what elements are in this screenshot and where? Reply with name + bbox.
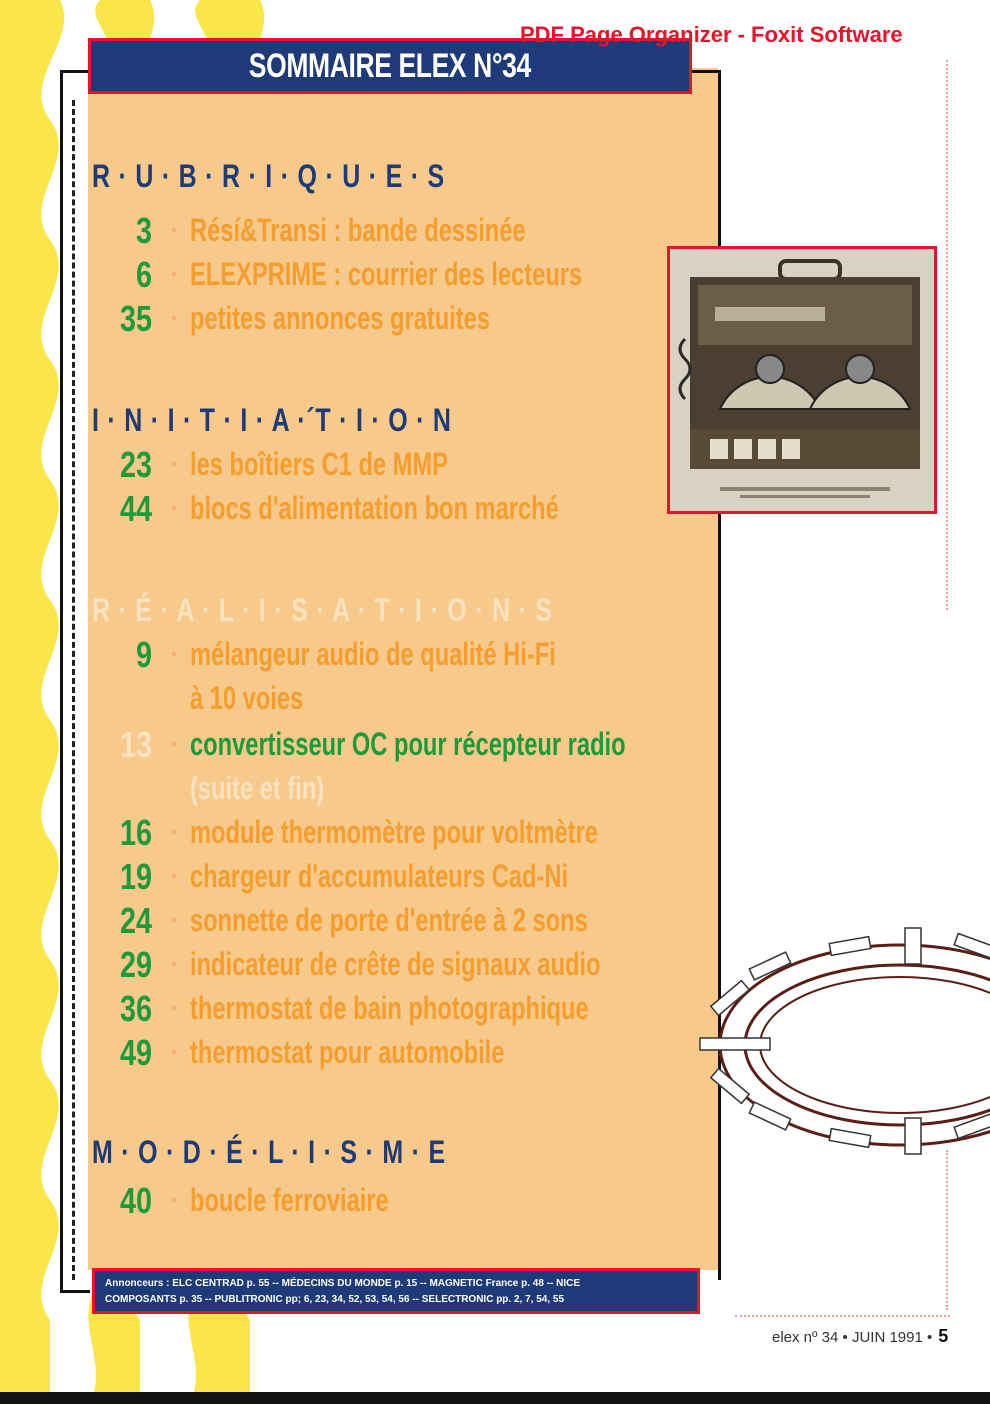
- entry-page: 19: [119, 856, 152, 897]
- entry-page: 23: [119, 444, 152, 485]
- toc-entry[interactable]: [0, 900, 720, 944]
- entry-title: mélangeur audio de qualité Hi-Fi: [190, 636, 556, 672]
- toc-entry[interactable]: [0, 488, 720, 532]
- entry-page: 16: [119, 812, 152, 853]
- entry-separator: ·: [170, 1184, 180, 1215]
- entry-title: ELEXPRIME : courrier des lecteurs: [190, 256, 583, 292]
- toc-entry[interactable]: [0, 254, 720, 298]
- entry-separator: ·: [170, 992, 180, 1023]
- entry-title: thermostat de bain photographique: [190, 990, 589, 1026]
- entry-title-continued: à 10 voies: [190, 680, 304, 716]
- toc-entry[interactable]: [0, 210, 720, 254]
- entry-separator: ·: [170, 258, 180, 289]
- entry-separator: ·: [170, 638, 180, 669]
- dotted-guide: [946, 1150, 948, 1310]
- entry-title: les boîtiers C1 de MMP: [190, 446, 448, 482]
- advertisers-line: Annonceurs : ELC CENTRAD p. 55 -- MÉDECINS DU MONDE p. 15 -- MAGNETIC France p. 48 -- NICE: [105, 1278, 581, 1289]
- toc-entry[interactable]: [0, 444, 720, 488]
- toc-entry[interactable]: [0, 812, 720, 856]
- section-rubriques: R · U · B · R · I · Q · U · E · S: [92, 158, 445, 194]
- entry-page: 9: [135, 634, 152, 675]
- entry-page: 3: [135, 210, 152, 251]
- entry-title: sonnette de porte d'entrée à 2 sons: [190, 902, 588, 938]
- dotted-guide: [946, 60, 948, 610]
- entry-title: chargeur d'accumulateurs Cad-Ni: [190, 858, 569, 894]
- toc-entry[interactable]: [0, 298, 720, 342]
- toc-entry[interactable]: [0, 856, 720, 900]
- footer-issue: elex nº 34 • JUIN 1991 •: [772, 1329, 933, 1346]
- entry-page: 36: [119, 988, 152, 1029]
- entry-page: 13: [119, 724, 152, 765]
- entry-title: blocs d'alimentation bon marché: [190, 490, 559, 526]
- entry-page: 6: [135, 254, 152, 295]
- entry-page: 24: [119, 900, 152, 941]
- advertisers-box: [92, 1268, 700, 1314]
- entry-title: indicateur de crête de signaux audio: [190, 946, 601, 982]
- entry-separator: ·: [170, 302, 180, 333]
- entry-title: convertisseur OC pour récepteur radio: [190, 726, 626, 762]
- bottom-edge: [0, 1392, 990, 1404]
- toc-entry[interactable]: [0, 1032, 720, 1076]
- entry-title: petites annonces gratuites: [190, 300, 491, 336]
- entry-separator: ·: [170, 492, 180, 523]
- toc-entry-continued: [0, 768, 720, 812]
- section-initiation: I · N · I · T · I · A ·´T · I · O · N: [92, 402, 452, 438]
- page-footer: [772, 1326, 948, 1347]
- toc-entry-highlighted[interactable]: [0, 724, 720, 768]
- instrument-case-illustration: [670, 249, 934, 511]
- entry-page: 40: [119, 1180, 152, 1221]
- toc-entry[interactable]: [0, 634, 720, 678]
- watermark: PDF Page Organizer - Foxit Software: [520, 22, 903, 47]
- entry-title-continued: (suite et fin): [190, 770, 325, 806]
- instrument-case-photo: [667, 246, 937, 514]
- entry-title: boucle ferroviaire: [190, 1182, 389, 1218]
- entry-page: 35: [119, 298, 152, 339]
- entry-page: 29: [119, 944, 152, 985]
- entry-separator: ·: [170, 860, 180, 891]
- page-number: 5: [938, 1326, 949, 1346]
- railroad-loop-illustration: [690, 920, 990, 1180]
- toc-entry[interactable]: [0, 944, 720, 988]
- entry-separator: ·: [170, 948, 180, 979]
- section-realisations: R · É · A · L · I · S · A · T · I · O · N · S: [92, 592, 553, 628]
- entry-title: Résí&Transi : bande dessinée: [190, 212, 526, 248]
- page-title: SOMMAIRE ELEX N°34: [248, 46, 532, 85]
- frame-line: [60, 1290, 90, 1293]
- dotted-guide: [735, 1315, 950, 1317]
- entry-title: module thermomètre pour voltmètre: [190, 814, 598, 850]
- section-modelisme: M · O · D · É · L · I · S · M · E: [92, 1134, 446, 1170]
- entry-title: thermostat pour automobile: [190, 1034, 505, 1070]
- entry-separator: ·: [170, 448, 180, 479]
- entry-separator: ·: [170, 904, 180, 935]
- entry-page: 44: [119, 488, 152, 529]
- entry-page: 49: [119, 1032, 152, 1073]
- entry-separator: ·: [170, 816, 180, 847]
- toc-entry[interactable]: [0, 988, 720, 1032]
- entry-separator: ·: [170, 728, 180, 759]
- entry-separator: ·: [170, 214, 180, 245]
- advertisers-line: COMPOSANTS p. 35 -- PUBLITRONIC pp; 6, 23, 34, 52, 53, 54, 56 -- SELECTRONIC pp. 2, 7, 54, 55: [105, 1294, 565, 1305]
- toc-entry-continued: [0, 678, 720, 722]
- toc-entry[interactable]: [0, 1180, 720, 1224]
- entry-separator: ·: [170, 1036, 180, 1067]
